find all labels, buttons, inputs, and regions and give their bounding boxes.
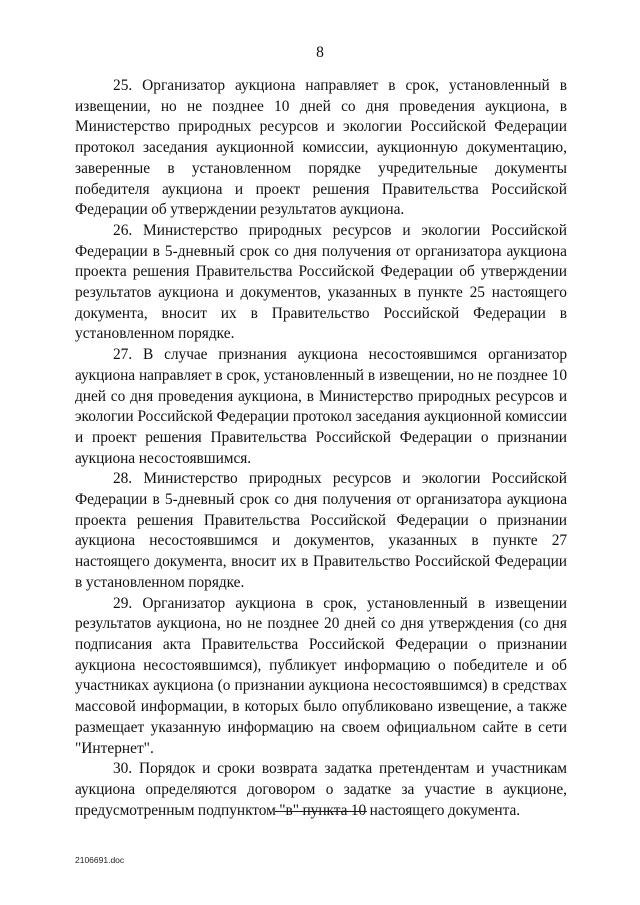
page-number: 8 bbox=[316, 44, 324, 61]
paragraph-29: 29. Организатор аукциона в срок, установленный в извещении результатов аукциона, но не позднее 20 дней со дня утверждения (со дня подписания акта Правительства Российской Федерации о признании аукциона несостоявшимся), публикует информацию о победителе и об участниках аукциона (о признании аукциона несостоявшимся) в средствах массовой информации, в которых было опубликовано извещение, а также размещает указанную информацию на своем официальном сайте в сети "Интернет". bbox=[75, 594, 567, 757]
paragraph-27: 27. В случае признания аукциона несостоявшимся организатор аукциона направляет в срок, установленный в извещении, но не позднее 10 дней со дня проведения аукциона, в Министерство природных ресурсов и экологии Российской Федерации протокол заседания аукционной комиссии и проект решения Правительства Российской Федерации о признании аукциона несостоявшимся. bbox=[75, 346, 567, 467]
paragraph-28: 28. Министерство природных ресурсов и экологии Российской Федерации в 5-дневный срок со дня получения от организатора аукциона проекта решения Правительства Российской Федерации о признании аукциона несостоявшимся и документов, указанных в пункте 27 настоящего документа, вносит их в Правительство Российской Федерации в установленном порядке. bbox=[75, 470, 567, 591]
document-body bbox=[75, 76, 567, 821]
paragraph-30: 30. Порядок и сроки возврата задатка претендентам и участникам аукциона определяются договором о задатке за участие в аукционе, предусмотренным подпунктом "в" пункта 10 настоящего документа. bbox=[75, 760, 567, 819]
paragraph-26: 26. Министерство природных ресурсов и экологии Российской Федерации в 5-дневный срок со дня получения от организатора аукциона проекта решения Правительства Российской Федерации об утверждении результатов аукциона и документов, указанных в пункте 25 настоящего документа, вносит их в Правительство Российской Федерации в установленном порядке. bbox=[75, 221, 567, 343]
paragraph-25: 25. Организатор аукциона направляет в срок, установленный в извещении, но не позднее 10 дней со дня проведения аукциона, в Министерство природных ресурсов и экологии Российской Федерации протокол заседания аукционной комиссии, аукционную документацию, заверенные в установленном порядке учредительные документы победителя аукциона и проект решения Правительства Российской Федерации об утверждении результатов аукциона. bbox=[75, 77, 567, 219]
end-of-text-separator bbox=[275, 811, 367, 812]
footer-filename: 2106691.doc bbox=[75, 855, 125, 865]
